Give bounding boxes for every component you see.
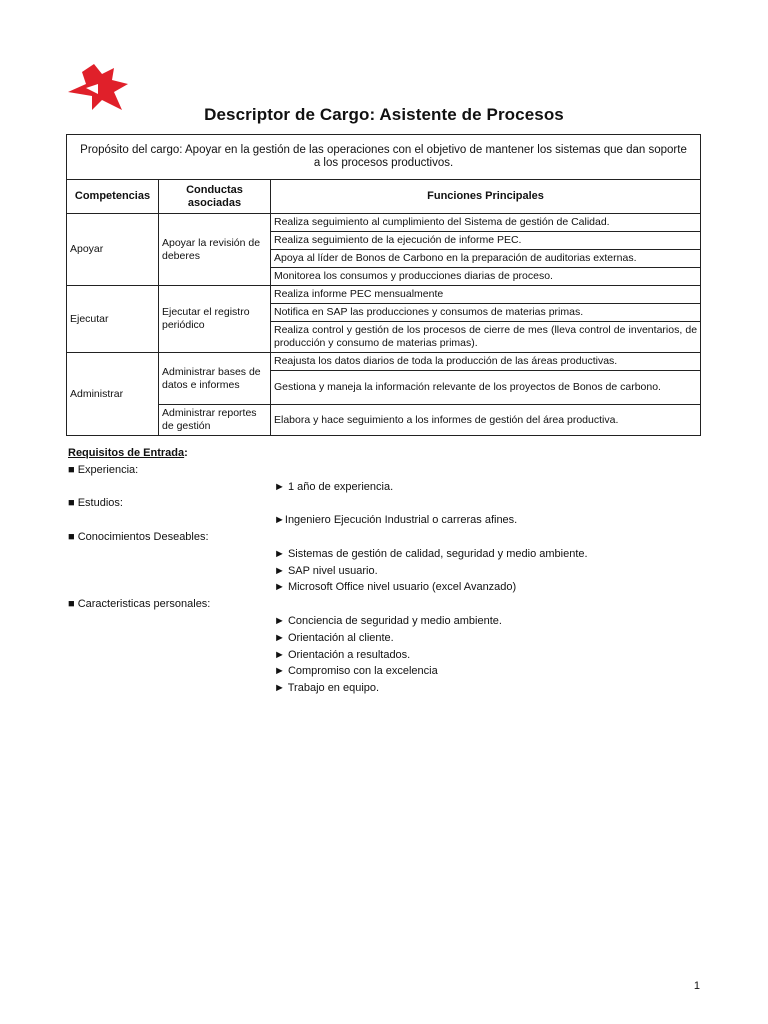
function-item: Realiza seguimiento al cumplimiento del Sistema de gestión de Calidad. xyxy=(271,214,701,232)
experiencia-item: ► 1 año de experiencia. xyxy=(274,480,394,493)
function-item: Apoya al líder de Bonos de Carbono en la preparación de auditorias externas. xyxy=(271,250,701,268)
header-conductas: Conductas asociadas xyxy=(159,180,271,214)
purpose-cell: Propósito del cargo: Apoyar en la gestión de las operaciones con el objetivo de mantener los sistemas que dan soporte a los procesos productivos. xyxy=(67,135,701,180)
requirements-section xyxy=(68,445,708,697)
function-item: Gestiona y maneja la información relevante de los proyectos de Bonos de carbono. xyxy=(271,371,701,405)
page-number: 1 xyxy=(693,980,700,992)
function-item: Notifica en SAP las producciones y consumos de materias primas. xyxy=(271,304,701,322)
estudios-label: ■ Estudios: xyxy=(68,497,123,510)
behavior-apoyar: Apoyar la revisión de deberes xyxy=(159,214,271,286)
function-item: Realiza control y gestión de los procesos de cierre de mes (lleva control de inventarios, de producción y consumo de materias primas). xyxy=(271,322,701,353)
function-item: Elabora y hace seguimiento a los informes de gestión del área productiva. xyxy=(271,405,701,436)
behavior-administrar-datos: Administrar bases de datos e informes xyxy=(159,353,271,405)
caracteristicas-item: ► Compromiso con la excelencia xyxy=(274,665,438,678)
competency-administrar: Administrar xyxy=(67,353,159,436)
competency-apoyar: Apoyar xyxy=(67,214,159,286)
caracteristicas-item: ► Orientación a resultados. xyxy=(274,648,411,661)
job-descriptor-table xyxy=(66,134,701,436)
caracteristicas-label: ■ Caracteristicas personales: xyxy=(68,598,211,611)
caracteristicas-item: ► Conciencia de seguridad y medio ambiente. xyxy=(274,614,502,627)
behavior-administrar-reportes: Administrar reportes de gestión xyxy=(159,405,271,436)
requirements-heading-line xyxy=(68,445,708,462)
function-item: Monitorea los consumos y producciones diarias de proceso. xyxy=(271,268,701,286)
competency-ejecutar: Ejecutar xyxy=(67,286,159,353)
caracteristicas-item: ► Trabajo en equipo. xyxy=(274,682,380,695)
behavior-ejecutar: Ejecutar el registro periódico xyxy=(159,286,271,353)
estudios-item: ►Ingeniero Ejecución Industrial o carreras afines. xyxy=(274,514,518,527)
function-item: Realiza seguimiento de la ejecución de informe PEC. xyxy=(271,232,701,250)
requirements-heading: Requisitos de Entrada xyxy=(68,447,185,459)
page-title: Descriptor de Cargo: Asistente de Procesos xyxy=(204,105,564,124)
conocimientos-label: ■ Conocimientos Deseables: xyxy=(68,530,209,543)
conocimientos-item: ► Microsoft Office nivel usuario (excel Avanzado) xyxy=(274,581,517,594)
function-item: Realiza informe PEC mensualmente xyxy=(271,286,701,304)
conocimientos-item: ► SAP nivel usuario. xyxy=(274,564,378,577)
header-funciones: Funciones Principales xyxy=(271,180,701,214)
header-competencias: Competencias xyxy=(67,180,159,214)
caracteristicas-item: ► Orientación al cliente. xyxy=(274,631,394,644)
conocimientos-item: ► Sistemas de gestión de calidad, seguridad y medio ambiente. xyxy=(274,547,588,560)
experiencia-label: ■ Experiencia: xyxy=(68,463,139,476)
function-item: Reajusta los datos diarios de toda la producción de las áreas productivas. xyxy=(271,353,701,371)
requirements-colon: : xyxy=(184,447,188,459)
